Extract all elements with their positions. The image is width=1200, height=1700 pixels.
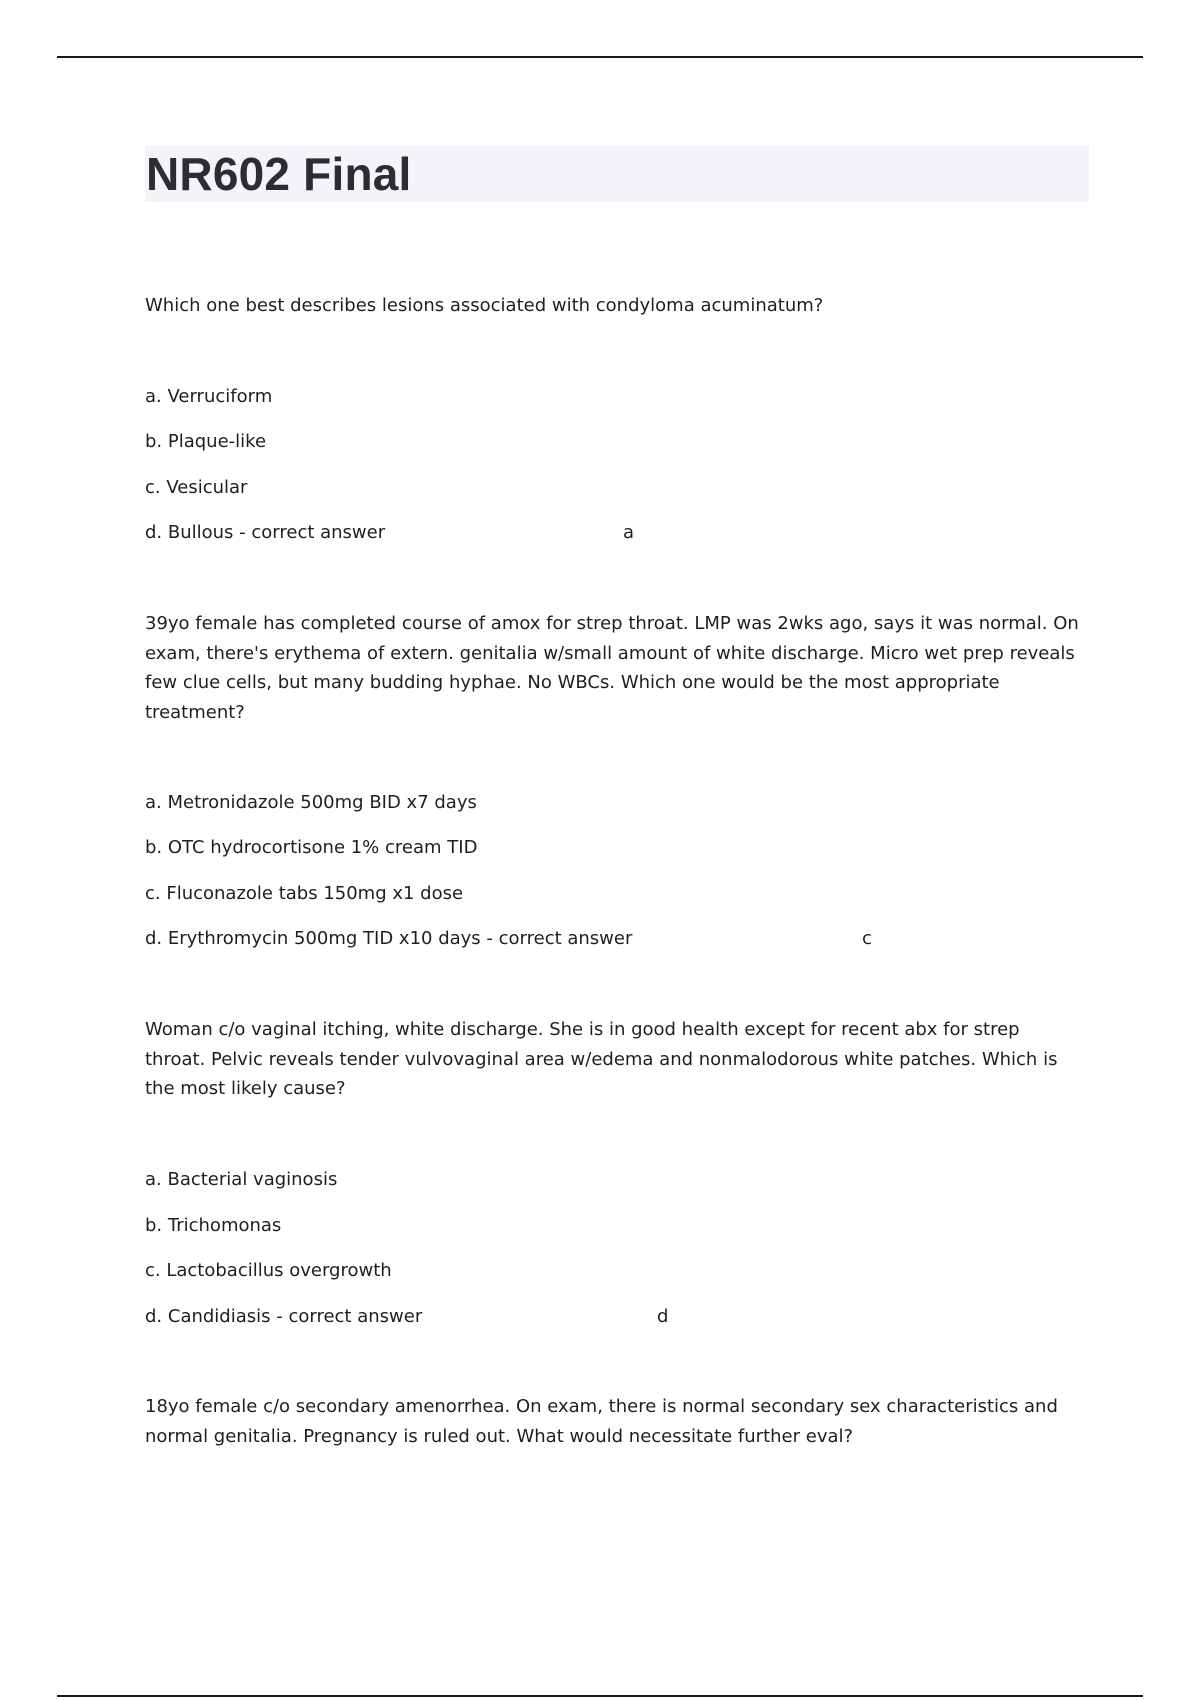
- question-1-answer: a: [623, 522, 635, 543]
- question-3-option-c: c. Lactobacillus overgrowth: [145, 1260, 392, 1281]
- question-1-option-d: d. Bullous - correct answer: [145, 522, 386, 543]
- question-1-option-c: c. Vesicular: [145, 477, 248, 498]
- question-3-option-a: a. Bacterial vaginosis: [145, 1169, 338, 1190]
- question-3-option-b: b. Trichomonas: [145, 1215, 282, 1236]
- question-3-answer: d: [657, 1306, 669, 1327]
- question-2-text: 39yo female has completed course of amox for strep throat. LMP was 2wks ago, says it was normal. On exam, there's erythema of extern. genitalia w/small amount of white discharge. Micro wet prep reveals few clue cells, but many budding hyphae. No WBCs. Which one would be the most appropriate treatment?: [145, 613, 1079, 723]
- question-1-option-a: a. Verruciform: [145, 386, 273, 407]
- question-1-option-b: b. Plaque-like: [145, 431, 267, 452]
- bottom-rule: [57, 1695, 1143, 1697]
- question-4-text: 18yo female c/o secondary amenorrhea. On exam, there is normal secondary sex characteristics and normal genitalia. Pregnancy is ruled out. What would necessitate further eval?: [145, 1396, 1058, 1447]
- question-2-option-d: d. Erythromycin 500mg TID x10 days - correct answer: [145, 928, 633, 949]
- question-2-option-a: a. Metronidazole 500mg BID x7 days: [145, 792, 477, 813]
- question-2-option-b: b. OTC hydrocortisone 1% cream TID: [145, 837, 478, 858]
- question-3-option-d: d. Candidiasis - correct answer: [145, 1306, 423, 1327]
- document-title: NR602 Final: [146, 148, 412, 200]
- question-2-option-c: c. Fluconazole tabs 150mg x1 dose: [145, 883, 464, 904]
- question-3-text: Woman c/o vaginal itching, white discharge. She is in good health except for recent abx for strep throat. Pelvic reveals tender vulvovaginal area w/edema and nonmalodorous white patches. Which is the most likely cause?: [145, 1019, 1058, 1099]
- question-1-text: Which one best describes lesions associated with condyloma acuminatum?: [145, 295, 824, 316]
- question-2-answer: c: [862, 928, 872, 949]
- top-rule: [57, 56, 1143, 58]
